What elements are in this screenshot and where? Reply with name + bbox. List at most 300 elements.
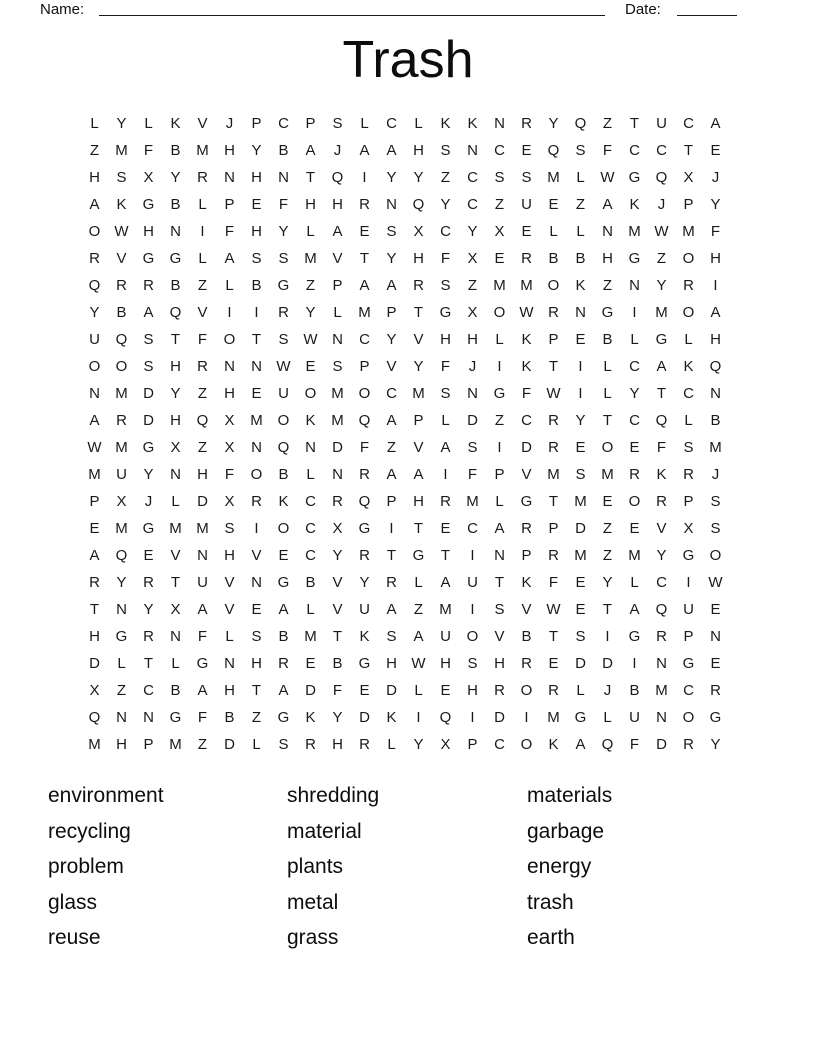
grid-cell: N (386, 196, 397, 213)
grid-cell: H (224, 547, 235, 564)
grid-cell: V (170, 547, 181, 564)
grid-cell: E (629, 439, 640, 456)
grid-cell: R (629, 466, 640, 483)
grid-cell: Y (413, 736, 424, 753)
grid-cell: A (386, 277, 397, 294)
grid-cell: R (89, 250, 100, 267)
grid-cell: H (467, 682, 478, 699)
grid-cell: S (251, 250, 262, 267)
grid-cell: A (89, 196, 100, 213)
grid-cell: I (497, 439, 502, 456)
grid-cell: M (547, 709, 560, 726)
grid-cell: A (224, 250, 235, 267)
grid-cell: V (197, 304, 208, 321)
grid-cell: F (143, 142, 154, 159)
word-list-column (527, 778, 727, 956)
grid-cell: C (305, 520, 316, 537)
grid-cell: N (710, 385, 721, 402)
grid-cell: O (277, 520, 290, 537)
grid-cell: L (441, 412, 450, 429)
grid-cell: M (88, 466, 101, 483)
grid-cell: O (682, 709, 695, 726)
grid-cell: T (143, 655, 154, 672)
word-list-item: trash (527, 890, 574, 914)
grid-cell: Q (169, 304, 182, 321)
word-list-column (48, 778, 287, 956)
grid-cell: Z (602, 520, 613, 537)
grid-cell: T (602, 412, 613, 429)
grid-cell: L (117, 655, 126, 672)
grid-cell: K (305, 709, 316, 726)
grid-cell: I (227, 304, 232, 321)
grid-cell: P (305, 115, 316, 132)
grid-cell: G (142, 520, 155, 537)
grid-cell: E (575, 574, 586, 591)
grid-cell: K (683, 358, 694, 375)
name-blank-line (99, 15, 605, 16)
word-list (48, 778, 727, 956)
grid-cell: N (170, 628, 181, 645)
grid-cell: N (494, 547, 505, 564)
grid-cell: Z (494, 412, 505, 429)
grid-cell: M (547, 169, 560, 186)
grid-cell: H (170, 412, 181, 429)
word-list-item: reuse (48, 926, 101, 949)
grid-cell: Z (197, 277, 208, 294)
grid-cell: R (278, 304, 289, 321)
grid-cell: G (493, 385, 506, 402)
grid-cell: R (143, 277, 154, 294)
grid-cell: B (170, 277, 181, 294)
grid-cell: N (224, 358, 235, 375)
grid-cell: Q (115, 331, 128, 348)
grid-cell: G (628, 169, 641, 186)
grid-cell: M (196, 520, 209, 537)
grid-cell: M (709, 439, 722, 456)
grid-cell: N (629, 277, 640, 294)
grid-cell: G (439, 304, 452, 321)
grid-cell: F (359, 439, 370, 456)
grid-cell: F (467, 466, 478, 483)
grid-cell: E (359, 223, 370, 240)
grid-cell: V (521, 466, 532, 483)
word-list-item: shredding (287, 784, 380, 807)
grid-cell: L (333, 304, 342, 321)
grid-cell: S (386, 223, 397, 240)
grid-cell: O (223, 331, 236, 348)
grid-cell: N (494, 115, 505, 132)
grid-cell: L (414, 115, 423, 132)
grid-cell: M (682, 223, 695, 240)
grid-cell: A (440, 574, 451, 591)
word-list-item: material (287, 819, 362, 843)
grid-cell: Z (602, 115, 613, 132)
grid-cell: U (116, 466, 127, 483)
grid-cell: G (709, 709, 722, 726)
grid-cell: Z (116, 682, 127, 699)
grid-cell: S (683, 439, 694, 456)
grid-cell: L (684, 412, 693, 429)
grid-cell: M (574, 547, 587, 564)
grid-cell: Y (332, 547, 343, 564)
grid-cell: C (359, 331, 370, 348)
grid-cell: D (224, 736, 235, 753)
grid-cell: A (143, 304, 154, 321)
grid-cell: L (630, 331, 639, 348)
grid-cell: O (628, 493, 641, 510)
grid-cell: J (711, 466, 720, 483)
grid-cell: C (386, 115, 397, 132)
grid-cell: P (548, 331, 559, 348)
grid-cell: O (88, 223, 101, 240)
grid-cell: E (440, 520, 451, 537)
grid-cell: K (656, 466, 667, 483)
grid-cell: G (277, 574, 290, 591)
grid-cell: Y (386, 250, 397, 267)
grid-cell: A (359, 277, 370, 294)
grid-cell: K (521, 358, 532, 375)
grid-cell: G (628, 628, 641, 645)
grid-cell: R (440, 493, 451, 510)
grid-cell: I (254, 520, 259, 537)
grid-cell: T (629, 115, 640, 132)
grid-cell: Y (629, 385, 640, 402)
grid-cell: W (411, 655, 426, 672)
grid-cell: R (197, 169, 208, 186)
grid-cell: C (467, 520, 478, 537)
grid-cell: T (548, 628, 559, 645)
grid-cell: I (524, 709, 529, 726)
grid-cell: H (224, 142, 235, 159)
grid-cell: F (197, 331, 208, 348)
grid-cell: M (331, 385, 344, 402)
grid-cell: E (575, 331, 586, 348)
grid-cell: M (412, 385, 425, 402)
grid-cell: S (278, 250, 289, 267)
grid-cell: N (332, 466, 343, 483)
grid-cell: I (389, 520, 394, 537)
grid-cell: Y (116, 115, 127, 132)
grid-cell: Q (439, 709, 452, 726)
grid-cell: C (467, 169, 478, 186)
grid-cell: N (332, 331, 343, 348)
grid-cell: H (251, 655, 262, 672)
grid-cell: H (332, 196, 343, 213)
grid-cell: G (169, 250, 182, 267)
date-label: Date: (625, 1, 661, 18)
grid-cell: T (413, 304, 424, 321)
name-label: Name: (40, 1, 85, 18)
grid-cell: S (440, 142, 451, 159)
grid-cell: X (143, 169, 154, 186)
grid-cell: G (628, 250, 641, 267)
grid-cell: O (88, 358, 101, 375)
grid-cell: X (467, 304, 478, 321)
grid-cell: E (710, 655, 721, 672)
grid-cell: S (575, 628, 586, 645)
grid-cell: Y (332, 709, 343, 726)
grid-cell: C (305, 547, 316, 564)
grid-cell: O (115, 358, 128, 375)
grid-cell: C (386, 385, 397, 402)
grid-cell: R (251, 493, 262, 510)
grid-cell: Z (656, 250, 667, 267)
grid-cell: Z (602, 277, 613, 294)
grid-cell: P (386, 493, 397, 510)
grid-cell: Y (143, 601, 154, 618)
grid-cell: X (440, 736, 451, 753)
grid-cell: A (278, 682, 289, 699)
grid-cell: B (116, 304, 127, 321)
grid-cell: S (116, 169, 127, 186)
grid-cell: N (467, 385, 478, 402)
grid-cell: X (494, 223, 505, 240)
grid-cell: A (305, 142, 316, 159)
grid-cell: E (494, 250, 505, 267)
grid-cell: E (575, 601, 586, 618)
grid-cell: N (710, 628, 721, 645)
grid-cell: T (602, 601, 613, 618)
grid-cell: K (440, 115, 451, 132)
grid-cell: I (470, 601, 475, 618)
grid-cell: J (657, 196, 666, 213)
grid-cell: V (494, 628, 505, 645)
grid-cell: V (251, 547, 262, 564)
grid-cell: D (602, 655, 613, 672)
grid-cell: K (575, 277, 586, 294)
grid-cell: K (386, 709, 397, 726)
grid-cell: B (305, 574, 316, 591)
grid-cell: L (171, 493, 180, 510)
grid-cell: A (440, 439, 451, 456)
grid-cell: G (520, 493, 533, 510)
grid-cell: L (306, 466, 315, 483)
grid-cell: M (196, 142, 209, 159)
grid-cell: N (116, 601, 127, 618)
grid-cell: L (576, 169, 585, 186)
grid-cell: K (305, 412, 316, 429)
grid-cell: C (440, 223, 451, 240)
grid-cell: N (251, 358, 262, 375)
grid-cell: C (683, 682, 694, 699)
grid-cell: C (656, 142, 667, 159)
grid-cell: U (656, 115, 667, 132)
grid-cell: Q (115, 547, 128, 564)
grid-cell: L (576, 223, 585, 240)
grid-cell: E (305, 358, 316, 375)
grid-cell: C (521, 412, 532, 429)
grid-cell: E (89, 520, 100, 537)
word-list-item: metal (287, 890, 339, 914)
grid-cell: O (277, 412, 290, 429)
grid-cell: K (170, 115, 181, 132)
grid-cell: V (197, 115, 208, 132)
grid-cell: R (143, 628, 154, 645)
grid-cell: U (440, 628, 451, 645)
grid-cell: I (200, 223, 205, 240)
grid-cell: M (169, 520, 182, 537)
grid-cell: S (332, 115, 343, 132)
grid-cell: D (575, 520, 586, 537)
grid-cell: Z (413, 601, 424, 618)
grid-cell: O (520, 682, 533, 699)
grid-cell: E (548, 655, 559, 672)
grid-cell: E (359, 682, 370, 699)
grid-cell: A (278, 601, 289, 618)
grid-cell: A (386, 412, 397, 429)
grid-cell: L (603, 385, 612, 402)
grid-cell: S (440, 385, 451, 402)
grid-cell: Q (88, 709, 101, 726)
grid-cell: A (710, 304, 721, 321)
grid-cell: K (359, 628, 370, 645)
grid-cell: P (467, 736, 478, 753)
grid-cell: B (278, 628, 289, 645)
grid-cell: N (575, 304, 586, 321)
grid-cell: P (332, 277, 343, 294)
grid-cell: R (521, 520, 532, 537)
grid-cell: O (520, 736, 533, 753)
grid-cell: A (602, 196, 613, 213)
grid-cell: J (225, 115, 234, 132)
grid-cell: E (278, 547, 289, 564)
grid-cell: R (89, 574, 100, 591)
grid-cell: B (548, 250, 559, 267)
grid-cell: O (250, 466, 263, 483)
grid-cell: L (198, 196, 207, 213)
grid-cell: I (578, 358, 583, 375)
grid-cell: P (251, 115, 262, 132)
grid-cell: R (656, 628, 667, 645)
grid-cell: I (605, 628, 610, 645)
grid-cell: C (629, 412, 640, 429)
grid-cell: I (686, 574, 691, 591)
grid-cell: Z (575, 196, 586, 213)
grid-cell: K (629, 196, 640, 213)
grid-cell: H (224, 682, 235, 699)
grid-cell: R (521, 115, 532, 132)
grid-cell: B (575, 250, 586, 267)
grid-cell: M (628, 547, 641, 564)
grid-cell: O (547, 277, 560, 294)
grid-cell: A (197, 601, 208, 618)
grid-cell: Q (655, 601, 668, 618)
grid-cell: R (548, 682, 559, 699)
grid-cell: T (251, 682, 262, 699)
grid-cell: M (493, 277, 506, 294)
grid-cell: I (713, 277, 718, 294)
grid-cell: A (386, 142, 397, 159)
grid-cell: S (467, 655, 478, 672)
grid-cell: K (278, 493, 289, 510)
grid-cell: W (519, 304, 534, 321)
grid-cell: Y (413, 169, 424, 186)
grid-cell: R (548, 412, 559, 429)
grid-cell: J (144, 493, 153, 510)
grid-cell: I (470, 709, 475, 726)
grid-cell: A (656, 358, 667, 375)
grid-cell: A (386, 466, 397, 483)
grid-cell: L (306, 223, 315, 240)
grid-cell: X (89, 682, 100, 699)
grid-cell: O (304, 385, 317, 402)
grid-cell: T (548, 493, 559, 510)
grid-cell: H (89, 169, 100, 186)
grid-cell: G (412, 547, 425, 564)
grid-cell: P (548, 520, 559, 537)
grid-cell: F (197, 628, 208, 645)
grid-cell: R (332, 493, 343, 510)
grid-cell: F (278, 196, 289, 213)
grid-cell: D (89, 655, 100, 672)
grid-cell: P (683, 628, 694, 645)
grid-cell: W (654, 223, 669, 240)
grid-cell: P (521, 547, 532, 564)
grid-cell: P (683, 493, 694, 510)
grid-cell: B (710, 412, 721, 429)
grid-cell: M (655, 682, 668, 699)
grid-cell: A (494, 520, 505, 537)
grid-cell: U (629, 709, 640, 726)
grid-cell: H (116, 736, 127, 753)
grid-cell: N (602, 223, 613, 240)
grid-cell: M (169, 736, 182, 753)
grid-cell: X (683, 520, 694, 537)
grid-cell: S (467, 439, 478, 456)
grid-cell: R (116, 277, 127, 294)
grid-cell: H (710, 331, 721, 348)
grid-cell: I (416, 709, 421, 726)
word-list-column (287, 778, 527, 956)
grid-cell: Y (170, 385, 181, 402)
grid-cell: T (359, 250, 370, 267)
grid-cell: L (549, 223, 558, 240)
word-list-item: earth (527, 926, 575, 949)
grid-cell: B (251, 277, 262, 294)
grid-cell: L (414, 682, 423, 699)
grid-cell: H (305, 196, 316, 213)
grid-cell: F (602, 142, 613, 159)
grid-cell: G (682, 655, 695, 672)
grid-cell: R (548, 439, 559, 456)
grid-cell: F (224, 466, 235, 483)
grid-cell: Q (655, 169, 668, 186)
grid-cell: G (142, 439, 155, 456)
grid-cell: A (413, 466, 424, 483)
grid-cell: T (413, 520, 424, 537)
grid-cell: X (224, 439, 235, 456)
grid-cell: L (171, 655, 180, 672)
grid-cell: G (169, 709, 182, 726)
grid-cell: P (89, 493, 100, 510)
grid-cell: T (251, 331, 262, 348)
grid-cell: R (143, 574, 154, 591)
grid-cell: X (224, 493, 235, 510)
grid-cell: Q (358, 493, 371, 510)
grid-cell: Y (710, 196, 721, 213)
grid-cell: R (521, 250, 532, 267)
grid-cell: F (440, 250, 451, 267)
grid-cell: V (413, 439, 424, 456)
grid-cell: S (494, 169, 505, 186)
grid-cell: L (144, 115, 153, 132)
word-list-item: energy (527, 855, 592, 878)
grid-cell: F (197, 709, 208, 726)
grid-cell: C (305, 493, 316, 510)
grid-cell: M (304, 628, 317, 645)
grid-cell: E (251, 385, 262, 402)
grid-cell: G (601, 304, 614, 321)
